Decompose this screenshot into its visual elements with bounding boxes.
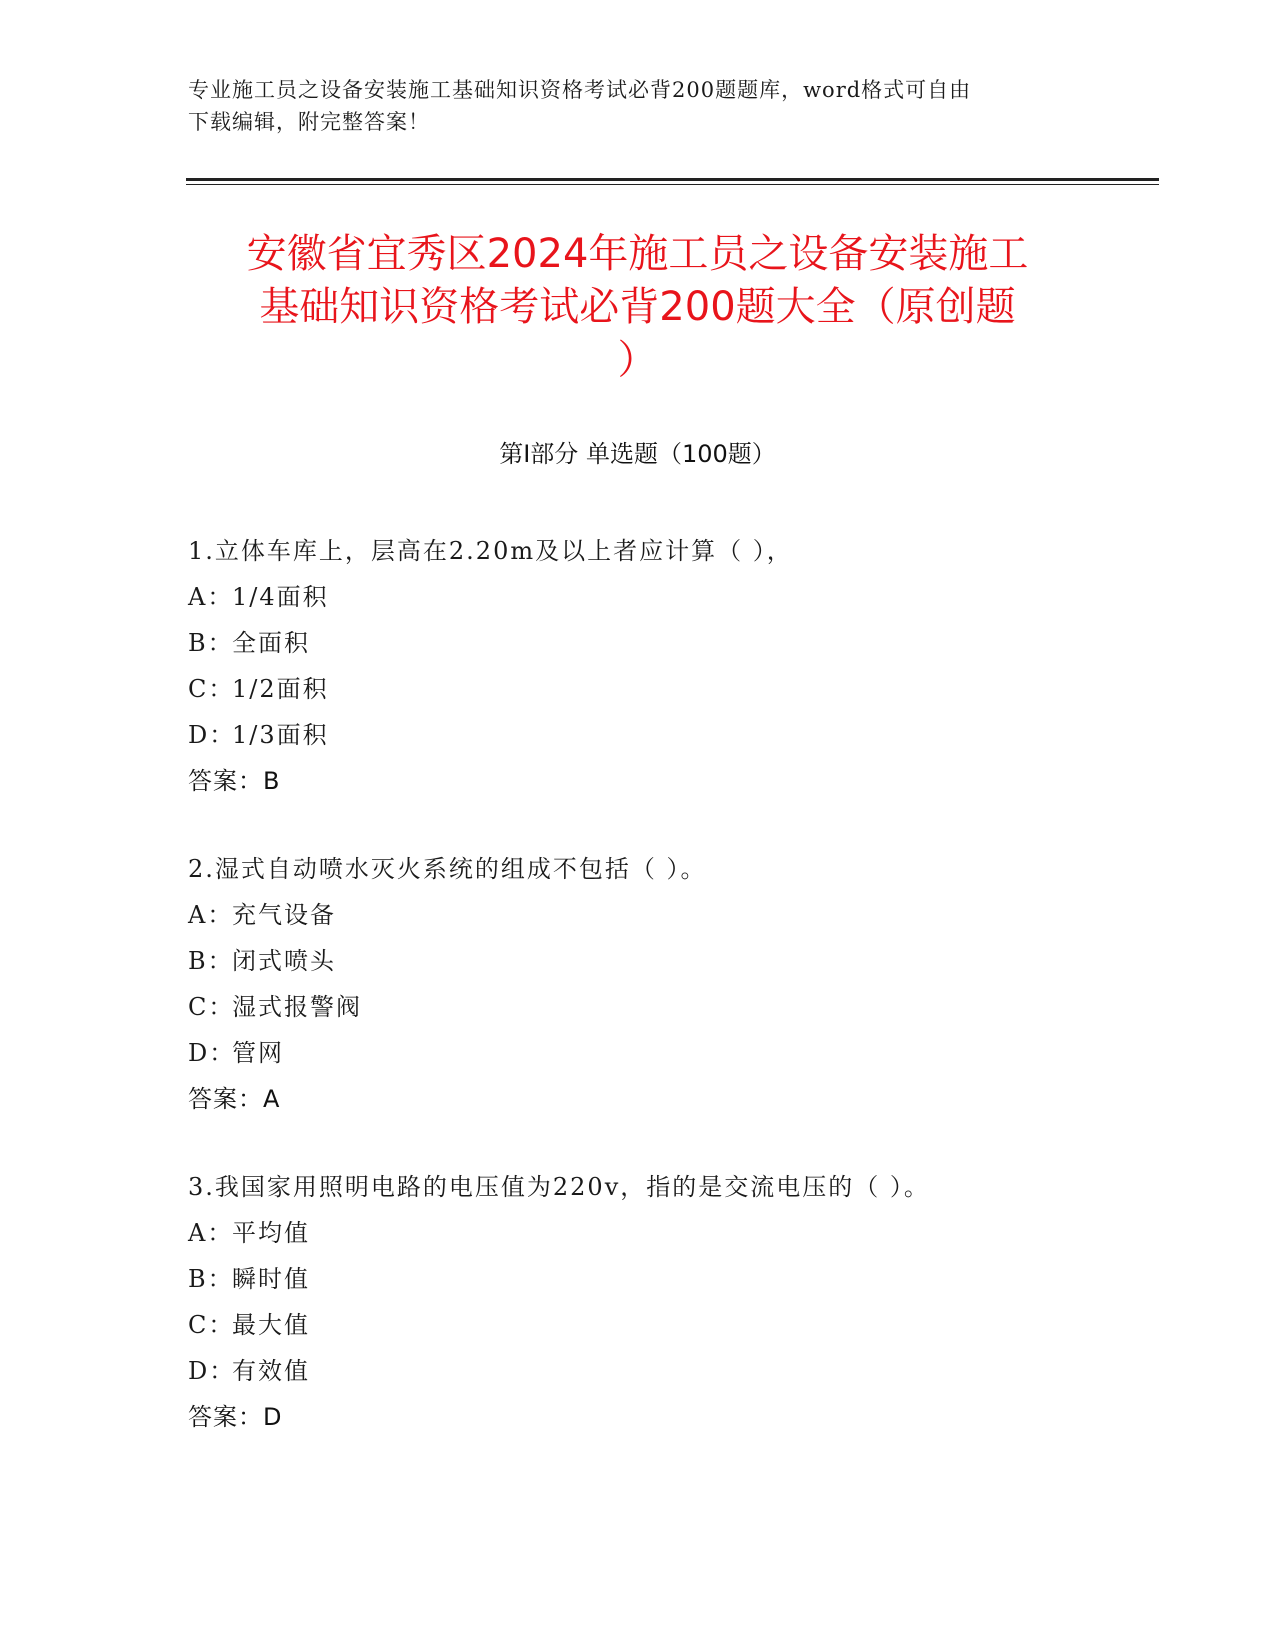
option-b (188, 620, 1108, 666)
option-c (188, 666, 1108, 712)
option-text: 充气设备 (232, 901, 336, 929)
option-text: 1/4面积 (232, 583, 329, 611)
option-key: C： (188, 675, 235, 703)
question-stem: 2.湿式自动喷水灭火系统的组成不包括（ ）。 (188, 855, 707, 883)
question-list (188, 528, 1108, 1482)
document-title-line: ） (617, 337, 658, 383)
option-c (188, 1302, 1108, 1348)
option-key: B： (188, 947, 234, 975)
option-key: A： (188, 1219, 234, 1247)
document-title-line: 安徽省宜秀区2024年施工员之设备安装施工 (246, 231, 1029, 277)
answer-label: 答案：B (188, 767, 281, 795)
option-a (188, 1210, 1108, 1256)
option-d (188, 1030, 1108, 1076)
option-key: C： (188, 1311, 235, 1339)
question-stem: 3.我国家用照明电路的电压值为220v，指的是交流电压的（ ）。 (188, 1173, 930, 1201)
option-c (188, 984, 1108, 1030)
option-b (188, 1256, 1108, 1302)
header-note-line: 专业施工员之设备安装施工基础知识资格考试必背200题题库，word格式可自由 (188, 78, 972, 102)
question-item (188, 1164, 1108, 1440)
option-b (188, 938, 1108, 984)
header-divider-thick (186, 178, 1159, 181)
question-item (188, 846, 1108, 1122)
answer-label: 答案：D (188, 1403, 283, 1431)
option-text: 湿式报警阀 (232, 993, 362, 1021)
option-key: A： (188, 583, 234, 611)
document-title-line: 基础知识资格考试必背200题大全（原创题 (259, 284, 1016, 330)
option-text: 最大值 (232, 1311, 310, 1339)
option-key: C： (188, 993, 235, 1021)
option-a (188, 574, 1108, 620)
option-text: 瞬时值 (232, 1265, 310, 1293)
option-key: A： (188, 901, 234, 929)
document-title (150, 228, 1125, 387)
option-key: D： (188, 1357, 236, 1385)
option-text: 闭式喷头 (232, 947, 336, 975)
section-heading: 第I部分 单选题（100题） (499, 440, 776, 468)
header-divider-thin (186, 184, 1159, 185)
option-key: D： (188, 721, 236, 749)
option-text: 平均值 (232, 1219, 310, 1247)
option-key: B： (188, 629, 234, 657)
header-note-line: 下载编辑，附完整答案！ (188, 110, 430, 134)
option-text: 1/3面积 (232, 721, 329, 749)
option-text: 管网 (232, 1039, 284, 1067)
question-stem: 1.立体车库上，层高在2.20m及以上者应计算（ ）， (188, 537, 793, 565)
option-key: B： (188, 1265, 234, 1293)
option-a (188, 892, 1108, 938)
header-note (188, 74, 1088, 138)
option-d (188, 712, 1108, 758)
option-key: D： (188, 1039, 236, 1067)
option-text: 全面积 (232, 629, 310, 657)
answer-label: 答案：A (188, 1085, 281, 1113)
option-text: 有效值 (232, 1357, 310, 1385)
option-d (188, 1348, 1108, 1394)
option-text: 1/2面积 (232, 675, 329, 703)
question-item (188, 528, 1108, 804)
